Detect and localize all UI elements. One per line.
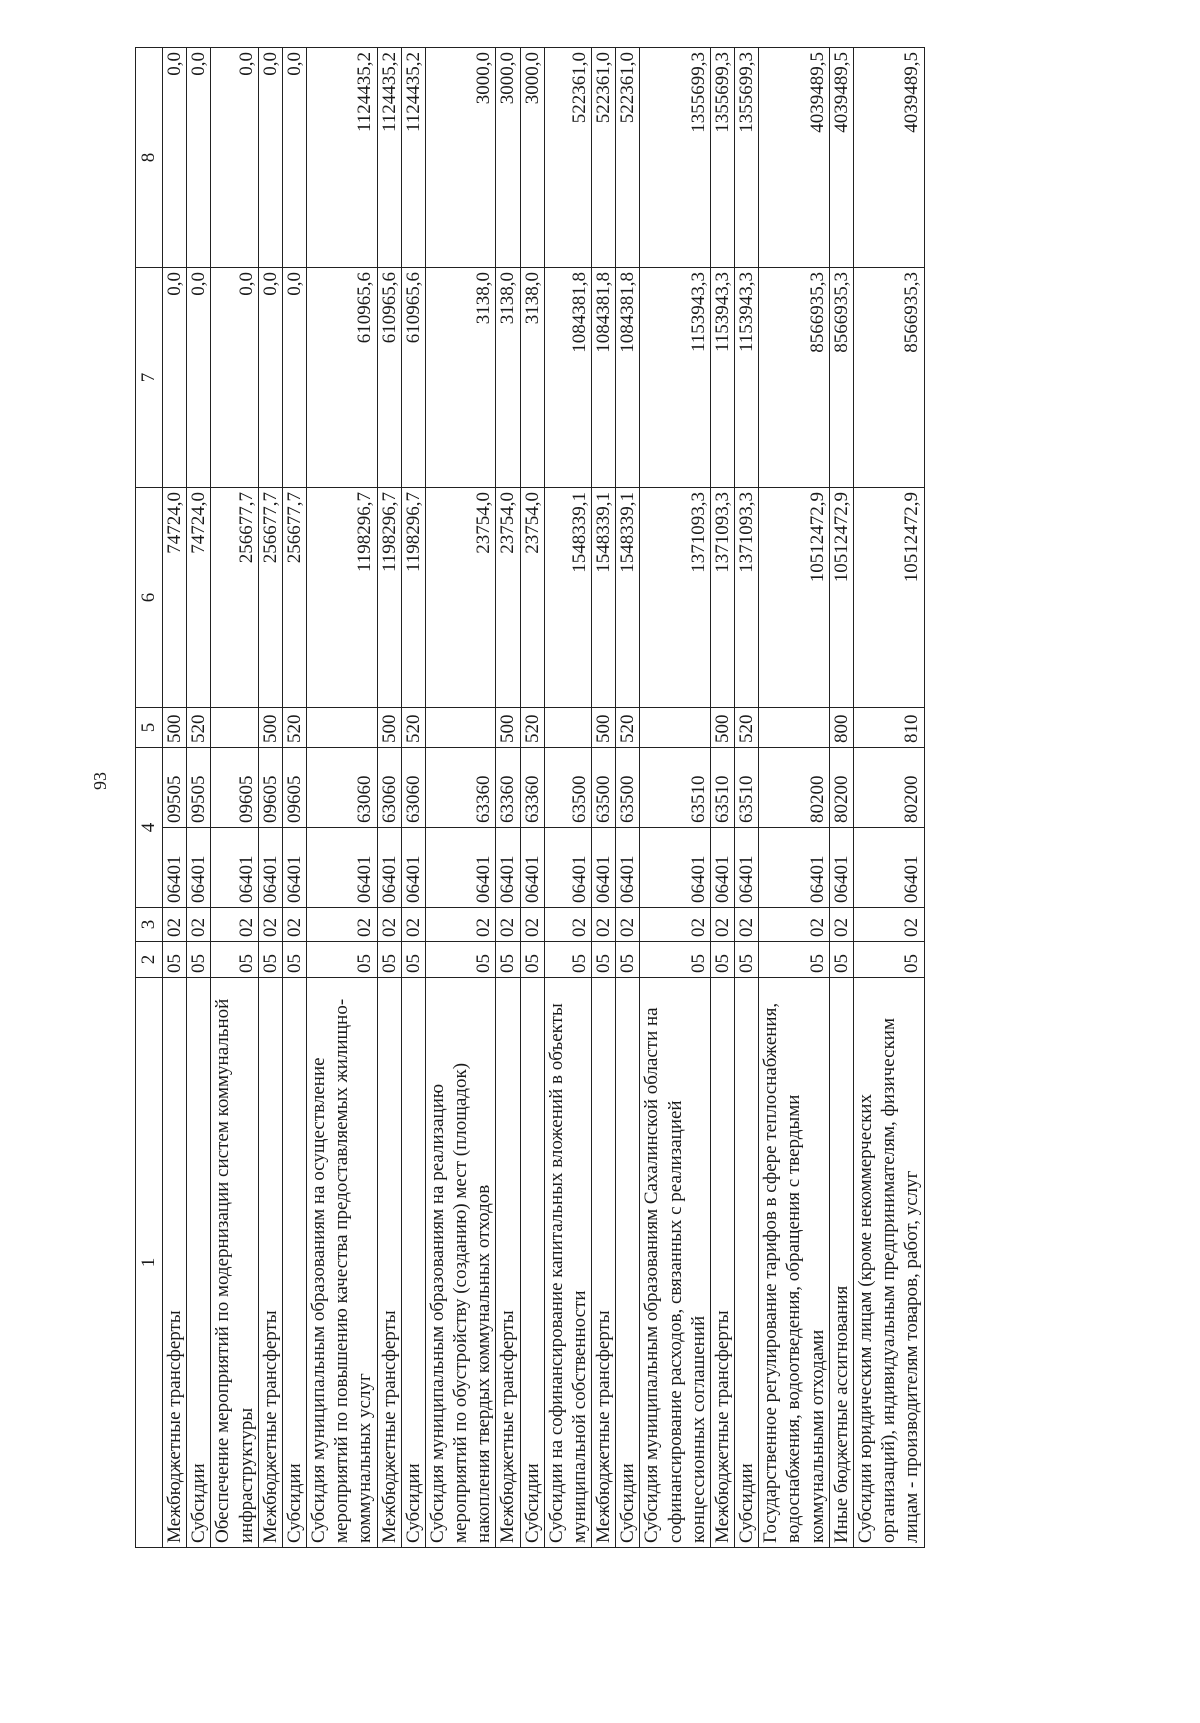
row-col-5	[211, 708, 258, 748]
row-col-6: 10512472,9	[829, 488, 853, 708]
row-col-5: 500	[710, 708, 734, 748]
row-col-3: 02	[282, 908, 306, 942]
row-col-5: 520	[187, 708, 211, 748]
row-col-7: 8566935,3	[853, 268, 924, 488]
row-col-7: 0,0	[258, 268, 282, 488]
row-col-4b: 63500	[544, 748, 591, 828]
row-col-6: 23754,0	[496, 488, 520, 708]
row-col-2: 05	[853, 942, 924, 978]
table-row	[163, 48, 187, 1548]
row-col-8: 3000,0	[425, 48, 496, 268]
table-row	[829, 48, 853, 1548]
row-col-7: 8566935,3	[829, 268, 853, 488]
table-row	[853, 48, 924, 1548]
row-col-4a: 06401	[640, 828, 711, 908]
table-row	[520, 48, 544, 1548]
table-row	[710, 48, 734, 1548]
row-col-4b: 09605	[211, 748, 258, 828]
row-col-8: 0,0	[258, 48, 282, 268]
row-col-5	[759, 708, 830, 748]
row-col-8: 522361,0	[544, 48, 591, 268]
row-name: Обеспечение мероприятий по модернизации систем коммунальной инфраструктуры	[211, 978, 258, 1548]
row-col-7: 1084381,8	[592, 268, 616, 488]
row-col-4a: 06401	[735, 828, 759, 908]
row-col-7: 1084381,8	[544, 268, 591, 488]
row-name: Субсидия муниципальным образованиям Сахалинской области на софинансирование расходов, связанных с реализацией концессионных соглашений	[640, 978, 711, 1548]
row-col-4a: 06401	[710, 828, 734, 908]
row-name: Субсидия муниципальным образованиям на реализацию мероприятий по обустройству (созданию) мест (площадок) накопления твердых коммунальных отходов	[425, 978, 496, 1548]
page-number: 93	[90, 772, 110, 790]
row-col-4a: 06401	[496, 828, 520, 908]
row-col-8: 1124435,2	[307, 48, 378, 268]
table-body	[163, 48, 925, 1548]
row-col-6: 256677,7	[282, 488, 306, 708]
row-col-4b: 63360	[520, 748, 544, 828]
row-col-5: 500	[592, 708, 616, 748]
row-col-5: 500	[496, 708, 520, 748]
row-col-7: 1153943,3	[735, 268, 759, 488]
row-name: Субсидии	[735, 978, 759, 1548]
row-col-7: 610965,6	[307, 268, 378, 488]
row-name: Субсидии	[401, 978, 425, 1548]
row-col-2: 05	[163, 942, 187, 978]
row-col-5: 500	[163, 708, 187, 748]
row-col-2: 05	[377, 942, 401, 978]
row-col-3: 02	[544, 908, 591, 942]
row-col-7: 3138,0	[496, 268, 520, 488]
row-col-4a: 06401	[163, 828, 187, 908]
row-col-2: 05	[258, 942, 282, 978]
row-col-6: 23754,0	[425, 488, 496, 708]
row-col-4b: 09605	[258, 748, 282, 828]
table-row	[307, 48, 378, 1548]
row-col-4a: 06401	[520, 828, 544, 908]
row-col-6: 1371093,3	[640, 488, 711, 708]
row-col-5: 810	[853, 708, 924, 748]
header-row	[136, 48, 163, 1548]
row-name: Межбюджетные трансферты	[592, 978, 616, 1548]
row-col-3: 02	[829, 908, 853, 942]
row-col-6: 256677,7	[211, 488, 258, 708]
row-col-4b: 09605	[282, 748, 306, 828]
row-col-8: 1124435,2	[401, 48, 425, 268]
row-col-4a: 06401	[592, 828, 616, 908]
row-col-2: 05	[187, 942, 211, 978]
row-col-5: 520	[401, 708, 425, 748]
row-name: Межбюджетные трансферты	[377, 978, 401, 1548]
row-col-2: 05	[282, 942, 306, 978]
row-name: Межбюджетные трансферты	[163, 978, 187, 1548]
row-col-3: 02	[377, 908, 401, 942]
row-col-3: 02	[592, 908, 616, 942]
header-col-3: 3	[136, 908, 163, 942]
row-col-7: 1084381,8	[616, 268, 640, 488]
row-col-7: 0,0	[187, 268, 211, 488]
row-col-4a: 06401	[616, 828, 640, 908]
row-col-6: 23754,0	[520, 488, 544, 708]
row-col-6: 256677,7	[258, 488, 282, 708]
table-row	[759, 48, 830, 1548]
row-col-4b: 80200	[829, 748, 853, 828]
row-col-7: 3138,0	[520, 268, 544, 488]
row-col-6: 74724,0	[163, 488, 187, 708]
row-name: Субсидии	[282, 978, 306, 1548]
row-col-8: 1355699,3	[710, 48, 734, 268]
table-row	[592, 48, 616, 1548]
row-col-2: 05	[829, 942, 853, 978]
row-col-6: 1548339,1	[544, 488, 591, 708]
row-name: Межбюджетные трансферты	[496, 978, 520, 1548]
table-row	[544, 48, 591, 1548]
row-col-3: 02	[496, 908, 520, 942]
row-col-4a: 06401	[853, 828, 924, 908]
row-col-4b: 63360	[496, 748, 520, 828]
row-name: Субсидии	[187, 978, 211, 1548]
row-col-6: 1371093,3	[735, 488, 759, 708]
row-col-8: 1124435,2	[377, 48, 401, 268]
row-col-2: 05	[710, 942, 734, 978]
row-col-8: 4039489,5	[829, 48, 853, 268]
row-col-8: 4039489,5	[853, 48, 924, 268]
header-col-4: 4	[136, 748, 163, 908]
row-col-5: 520	[520, 708, 544, 748]
row-col-3: 02	[307, 908, 378, 942]
row-col-8: 0,0	[187, 48, 211, 268]
row-name: Субсидии	[520, 978, 544, 1548]
row-col-2: 05	[520, 942, 544, 978]
row-col-7: 0,0	[211, 268, 258, 488]
row-col-4a: 06401	[258, 828, 282, 908]
header-col-8: 8	[136, 48, 163, 268]
row-col-4a: 06401	[307, 828, 378, 908]
row-name: Субсидия муниципальным образованиям на осуществление мероприятий по повышению качества предоставляемых жилищно-коммунальных услуг	[307, 978, 378, 1548]
table-row	[496, 48, 520, 1548]
row-name: Субсидии	[616, 978, 640, 1548]
row-col-8: 1355699,3	[735, 48, 759, 268]
row-col-3: 02	[710, 908, 734, 942]
row-col-7: 1153943,3	[640, 268, 711, 488]
row-col-4a: 06401	[187, 828, 211, 908]
row-col-3: 02	[520, 908, 544, 942]
row-name: Межбюджетные трансферты	[710, 978, 734, 1548]
row-col-6: 1198296,7	[377, 488, 401, 708]
row-col-7: 610965,6	[377, 268, 401, 488]
table-row	[187, 48, 211, 1548]
row-col-4a: 06401	[425, 828, 496, 908]
table-row	[425, 48, 496, 1548]
row-col-5: 520	[616, 708, 640, 748]
row-col-7: 8566935,3	[759, 268, 830, 488]
table-row	[640, 48, 711, 1548]
row-col-8: 3000,0	[520, 48, 544, 268]
row-col-4a: 06401	[377, 828, 401, 908]
table-row	[377, 48, 401, 1548]
row-col-4a: 06401	[759, 828, 830, 908]
table-row	[258, 48, 282, 1548]
row-col-4a: 06401	[544, 828, 591, 908]
row-col-4b: 80200	[759, 748, 830, 828]
row-col-8: 0,0	[163, 48, 187, 268]
row-col-4b: 63060	[377, 748, 401, 828]
row-col-8: 0,0	[282, 48, 306, 268]
row-col-4b: 63360	[425, 748, 496, 828]
row-col-6: 1548339,1	[592, 488, 616, 708]
row-col-4b: 63060	[401, 748, 425, 828]
row-col-2: 05	[592, 942, 616, 978]
row-col-2: 05	[735, 942, 759, 978]
header-col-6: 6	[136, 488, 163, 708]
row-col-8: 1355699,3	[640, 48, 711, 268]
row-col-8: 3000,0	[496, 48, 520, 268]
row-col-4b: 63510	[735, 748, 759, 828]
row-col-5: 500	[377, 708, 401, 748]
row-col-5: 800	[829, 708, 853, 748]
row-col-5	[544, 708, 591, 748]
rotated-table-container	[135, 48, 923, 1548]
row-col-5	[307, 708, 378, 748]
row-col-4b: 80200	[853, 748, 924, 828]
row-col-4a: 06401	[829, 828, 853, 908]
row-col-3: 02	[735, 908, 759, 942]
header-col-1: 1	[136, 978, 163, 1548]
row-col-2: 05	[544, 942, 591, 978]
row-col-3: 02	[616, 908, 640, 942]
row-col-8: 4039489,5	[759, 48, 830, 268]
row-col-3: 02	[401, 908, 425, 942]
table-row	[616, 48, 640, 1548]
row-col-8: 522361,0	[592, 48, 616, 268]
row-name: Субсидии на софинансирование капитальных вложений в объекты муниципальной собственности	[544, 978, 591, 1548]
table-row	[735, 48, 759, 1548]
row-col-6: 1198296,7	[401, 488, 425, 708]
row-col-4b: 63060	[307, 748, 378, 828]
row-col-2: 05	[759, 942, 830, 978]
row-col-3: 02	[258, 908, 282, 942]
row-name: Государственное регулирование тарифов в сфере теплоснабжения, водоснабжения, водоотведения, обращения с твердыми коммунальными отходами	[759, 978, 830, 1548]
row-col-4b: 63510	[710, 748, 734, 828]
row-col-3: 02	[853, 908, 924, 942]
table-row	[282, 48, 306, 1548]
row-col-2: 05	[640, 942, 711, 978]
row-name: Межбюджетные трансферты	[258, 978, 282, 1548]
table-row	[211, 48, 258, 1548]
row-col-2: 05	[425, 942, 496, 978]
row-col-5: 520	[735, 708, 759, 748]
row-col-8: 522361,0	[616, 48, 640, 268]
row-col-7: 610965,6	[401, 268, 425, 488]
row-col-3: 02	[425, 908, 496, 942]
row-col-6: 10512472,9	[759, 488, 830, 708]
row-col-7: 0,0	[163, 268, 187, 488]
row-col-5	[425, 708, 496, 748]
row-col-7: 0,0	[282, 268, 306, 488]
row-col-3: 02	[163, 908, 187, 942]
row-col-6: 74724,0	[187, 488, 211, 708]
row-col-4b: 09505	[163, 748, 187, 828]
row-col-2: 05	[307, 942, 378, 978]
header-col-7: 7	[136, 268, 163, 488]
header-col-5: 5	[136, 708, 163, 748]
row-col-4b: 63500	[592, 748, 616, 828]
row-col-7: 1153943,3	[710, 268, 734, 488]
row-col-7: 3138,0	[425, 268, 496, 488]
row-col-5: 520	[282, 708, 306, 748]
row-col-8: 0,0	[211, 48, 258, 268]
row-col-4a: 06401	[282, 828, 306, 908]
row-col-4b: 63500	[616, 748, 640, 828]
row-col-2: 05	[211, 942, 258, 978]
row-name: Иные бюджетные ассигнования	[829, 978, 853, 1548]
row-col-6: 1198296,7	[307, 488, 378, 708]
header-col-2: 2	[136, 942, 163, 978]
row-col-3: 02	[640, 908, 711, 942]
row-col-2: 05	[616, 942, 640, 978]
row-col-3: 02	[759, 908, 830, 942]
row-col-4b: 63510	[640, 748, 711, 828]
row-col-5: 500	[258, 708, 282, 748]
row-col-6: 1548339,1	[616, 488, 640, 708]
row-col-3: 02	[211, 908, 258, 942]
row-col-2: 05	[401, 942, 425, 978]
budget-table	[135, 47, 925, 1548]
row-col-2: 05	[496, 942, 520, 978]
row-col-4b: 09505	[187, 748, 211, 828]
row-col-4a: 06401	[211, 828, 258, 908]
table-row	[401, 48, 425, 1548]
row-name: Субсидии юридическим лицам (кроме некоммерческих организаций), индивидуальным предпринимателям, физическим лицам - производителям товаров, работ, услуг	[853, 978, 924, 1548]
row-col-6: 10512472,9	[853, 488, 924, 708]
row-col-3: 02	[187, 908, 211, 942]
row-col-5	[640, 708, 711, 748]
row-col-4a: 06401	[401, 828, 425, 908]
row-col-6: 1371093,3	[710, 488, 734, 708]
